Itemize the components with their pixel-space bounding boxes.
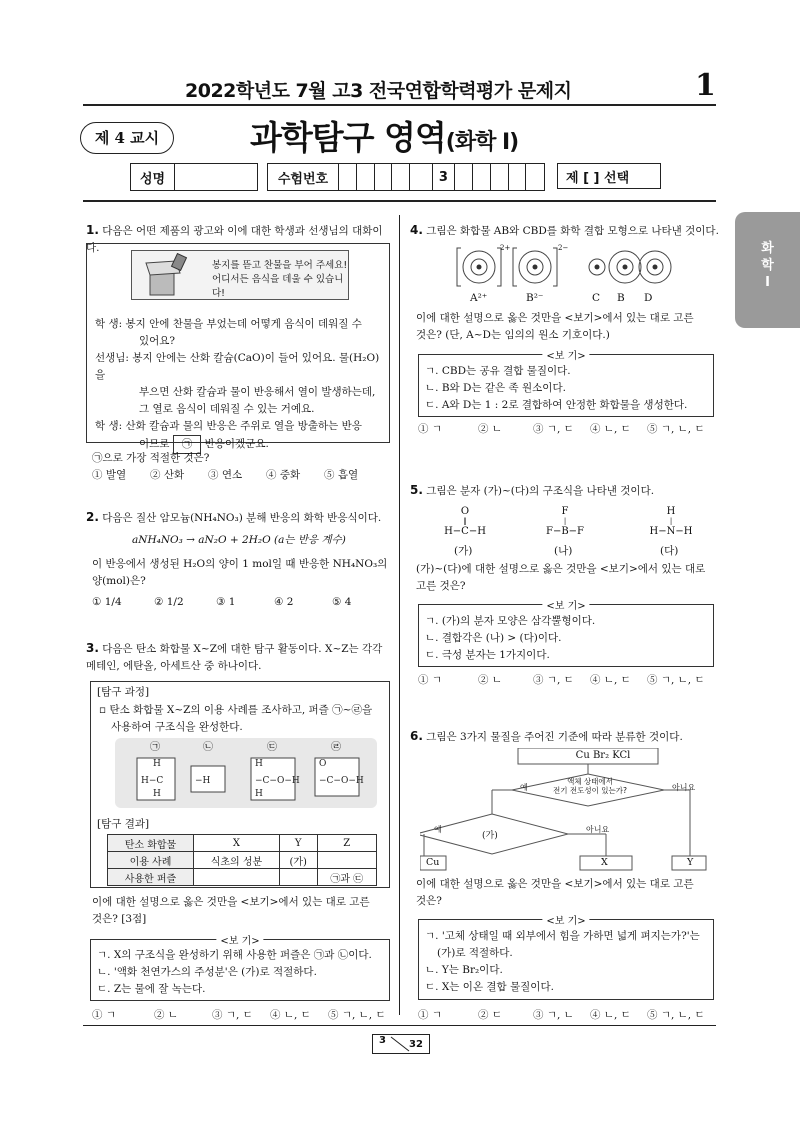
question-number: 6. <box>410 729 423 743</box>
choice[interactable]: ① ㄱ <box>92 1009 116 1021</box>
bogi-list <box>425 363 713 414</box>
yes-label: 예 <box>434 825 442 834</box>
q6-bogi-box <box>418 916 714 1000</box>
exam-digit-cell[interactable] <box>357 164 375 190</box>
select-box[interactable]: 제 [ ] 선택 <box>557 163 661 189</box>
bogi-item: ㄴ. Y는 Br₂이다. <box>425 964 503 976</box>
table-row <box>108 835 377 852</box>
table-cell: (가) <box>279 852 317 869</box>
table-cell <box>279 869 317 886</box>
process-title: [탐구 과정] <box>97 686 150 698</box>
page-number: 1 <box>695 68 716 103</box>
header-bottom-rule <box>83 200 716 202</box>
bogi-item: ㄱ. CBD는 공유 결합 물질이다. <box>425 365 571 377</box>
choice[interactable]: ① 1/4 <box>92 596 122 608</box>
bogi-item: ㄷ. Z는 물에 잘 녹는다. <box>97 983 206 995</box>
q2-question <box>92 556 392 590</box>
question-line: 고른 것은? <box>416 580 466 592</box>
column-divider <box>399 215 400 1015</box>
dialog-line: 산화 칼슘과 물의 반응은 주위로 열을 방출하는 반응 <box>125 420 362 432</box>
bogi-list <box>425 928 713 996</box>
question-line: 것은? <box>416 895 442 907</box>
bogi-item: (가)로 적절하다. <box>437 947 513 959</box>
q1-question: ㉠으로 가장 적절한 것은? <box>92 452 210 464</box>
table-header: 탄소 화합물 <box>108 835 194 852</box>
ad-text <box>212 259 348 301</box>
choice[interactable]: ③ ㄱ, ㄷ <box>212 1009 253 1021</box>
substances-box: Cu Br₂ KCl <box>575 750 631 761</box>
name-label: 성명 <box>131 164 175 190</box>
output-y: Y <box>687 857 694 868</box>
svg-text:H−C: H−C <box>141 776 164 786</box>
choice[interactable]: ⑤ ㄱ, ㄴ, ㄷ <box>328 1009 386 1021</box>
question-number: 3. <box>86 641 99 655</box>
yes-label: 예 <box>520 783 528 792</box>
question-stem: 메테인, 에탄올, 아세트산 중 하나이다. <box>86 660 262 672</box>
model-label: B²⁻ <box>526 292 544 304</box>
question-number: 5. <box>410 483 423 497</box>
question-line: 이에 대한 설명으로 옳은 것만을 <보기>에서 있는 대로 고른 <box>416 878 694 890</box>
svg-text:−H: −H <box>195 776 211 786</box>
current-page: 3 <box>379 1035 386 1046</box>
criterion-1 <box>540 777 640 795</box>
exam-digit-cell[interactable] <box>526 164 544 190</box>
puzzle-label: ㉠ <box>150 742 160 753</box>
choice[interactable]: ③ 1 <box>216 596 236 608</box>
bag-illustration <box>136 253 190 297</box>
choice[interactable]: ③ 연소 <box>208 469 243 481</box>
dialog-line: 봉지 안에 찬물을 부었는데 어떻게 음식이 데워질 수 <box>125 318 362 330</box>
question-4 <box>410 222 720 240</box>
model-label: A²⁺ <box>470 292 488 304</box>
session-badge: 제 4 교시 <box>80 122 174 154</box>
atom: O <box>460 506 470 517</box>
choice[interactable]: ④ ㄴ, ㄷ <box>590 1009 631 1021</box>
model-label: D <box>644 292 653 304</box>
puzzle-label: ㉡ <box>203 742 213 753</box>
choice[interactable]: ① ㄱ <box>418 423 442 435</box>
choice[interactable]: ⑤ 흡열 <box>324 469 359 481</box>
exam-digit-cell[interactable] <box>491 164 509 190</box>
ad-banner <box>131 250 349 300</box>
choice[interactable]: ② ㄴ <box>478 674 502 686</box>
question-stem: 다음은 어떤 제품의 광고와 이에 대한 학생과 선생님의 대화이다. <box>86 225 383 254</box>
question-number: 2. <box>86 510 99 524</box>
q1-choices <box>92 467 392 482</box>
charge-label: 2− <box>558 244 569 252</box>
blank-box: ㉠ <box>173 435 202 454</box>
page-counter <box>372 1034 430 1054</box>
question-line: 이에 대한 설명으로 옳은 것만을 <보기>에서 있는 대로 고른 <box>92 896 370 908</box>
exam-digit-cell[interactable] <box>375 164 393 190</box>
exam-digit-cell[interactable] <box>473 164 491 190</box>
choice[interactable]: ⑤ ㄱ, ㄴ, ㄷ <box>647 423 705 435</box>
bogi-item: ㄱ. X의 구조식을 완성하기 위해 사용한 퍼즐은 ㉠과 ㉡이다. <box>97 949 372 961</box>
table-cell: 이용 사례 <box>108 852 194 869</box>
choice[interactable]: ④ ㄴ, ㄷ <box>590 423 631 435</box>
svg-text:H: H <box>255 789 263 799</box>
table-row <box>108 852 377 869</box>
choice[interactable]: ② ㄴ <box>478 423 502 435</box>
table-cell: 식초의 성분 <box>193 852 279 869</box>
criterion-line: 액체 상태에서 <box>567 777 613 786</box>
atom: F <box>561 506 569 517</box>
choice[interactable]: ③ ㄱ, ㄷ <box>533 674 574 686</box>
exam-digit-cell[interactable] <box>455 164 473 190</box>
table-header: Z <box>317 835 376 852</box>
table-cell: 사용한 퍼즐 <box>108 869 194 886</box>
choice[interactable]: ③ ㄱ, ㄴ <box>533 1009 574 1021</box>
dialog-line: 이므로 <box>139 438 170 450</box>
process-line: ▫ 탄소 화합물 X~Z의 이용 사례를 조사하고, 퍼즐 ㉠~㉣을 <box>99 704 373 716</box>
bogi-title: <보 기> <box>216 932 263 947</box>
choice[interactable]: ① ㄱ <box>418 1009 442 1021</box>
choice[interactable]: ⑤ ㄱ, ㄴ, ㄷ <box>647 1009 705 1021</box>
choice[interactable]: ② ㄴ <box>154 1009 178 1021</box>
question-number: 1. <box>86 223 99 237</box>
question-stem: 그림은 분자 (가)~(다)의 구조식을 나타낸 것이다. <box>426 485 655 497</box>
question-line: 것은? (단, A~D는 임의의 원소 기호이다.) <box>416 329 610 341</box>
process-text <box>99 702 389 736</box>
classification-flowchart <box>420 748 710 872</box>
bogi-item: ㄴ. '액화 천연가스의 주성분'은 (가)로 적절하다. <box>97 966 317 978</box>
choice[interactable]: ② 1/2 <box>154 596 184 608</box>
choice[interactable]: ④ ㄴ, ㄷ <box>270 1009 311 1021</box>
table-cell <box>317 852 376 869</box>
speaker: 선생님: <box>95 352 129 364</box>
choice[interactable]: ② ㄷ <box>478 1009 502 1021</box>
ad-line: 어디서든 음식을 데울 수 있습니다! <box>212 274 344 299</box>
structure-c: H | H−N−H <box>646 505 696 538</box>
footer-rule <box>83 1025 716 1026</box>
result-title: [탐구 결과] <box>97 818 150 830</box>
atom: H <box>666 506 676 517</box>
question-stem: 그림은 화합물 AB와 CBD를 화학 결합 모형으로 나타낸 것이다. <box>426 225 719 237</box>
dialog-line: 그 열로 음식이 데워질 수 있는 거예요. <box>139 403 315 415</box>
svg-text:O: O <box>319 759 327 769</box>
puzzle-label: ㉣ <box>331 742 341 753</box>
puzzle-label: ㉢ <box>267 742 277 753</box>
question-6 <box>410 728 720 746</box>
q6-choices <box>418 1007 718 1022</box>
svg-text:H: H <box>255 759 263 769</box>
choice[interactable]: ② 산화 <box>150 469 185 481</box>
bogi-title: <보 기> <box>542 597 589 612</box>
bonds: H−N−H <box>649 526 693 537</box>
bogi-list <box>97 947 387 998</box>
question-stem: 다음은 탄소 화합물 X~Z에 대한 탐구 활동이다. X~Z는 각각 <box>102 643 383 655</box>
choice[interactable]: ④ 중화 <box>266 469 301 481</box>
name-field[interactable] <box>175 164 257 190</box>
bogi-list <box>425 613 713 664</box>
q2-equation: aNH₄NO₃ → aN₂O + 2H₂O (a는 반응 계수) <box>132 534 346 546</box>
puzzle-area <box>115 738 377 808</box>
question-3 <box>86 640 392 675</box>
dialog-line: 반응이겠군요. <box>204 438 269 450</box>
side-tab-char: Ⅰ <box>765 275 770 290</box>
question-5 <box>410 482 720 500</box>
bonds: H−C−H <box>444 526 486 537</box>
q2-choices <box>92 596 392 608</box>
q4-choices <box>418 421 718 436</box>
process-line: 사용하여 구조식을 완성한다. <box>111 721 243 733</box>
exam-title: 2022학년도 7월 고3 전국연합학력평가 문제지 <box>185 80 572 102</box>
dialog-line: 있어요? <box>139 335 176 347</box>
speaker: 학 생: <box>95 420 123 432</box>
question-line: (가)~(다)에 대한 설명으로 옳은 것만을 <보기>에서 있는 대로 <box>416 563 706 575</box>
dialog-line: 부으면 산화 칼슘과 물이 반응해서 열이 발생하는데, <box>139 386 376 398</box>
structure-label: (다) <box>660 545 679 557</box>
q3-inquiry-box <box>90 681 390 888</box>
table-header: Y <box>279 835 317 852</box>
choice[interactable]: ④ 2 <box>274 596 294 608</box>
choice[interactable]: ⑤ ㄱ, ㄴ, ㄷ <box>647 674 705 686</box>
svg-text:−C−O−H: −C−O−H <box>319 776 364 786</box>
exam-digit-cell[interactable] <box>410 164 432 190</box>
exam-number-box <box>267 163 545 191</box>
question-stem: 다음은 질산 암모늄(NH₄NO₃) 분해 반응의 화학 반응식이다. <box>102 512 382 524</box>
side-tab-char: 학 <box>761 258 774 273</box>
q5-choices <box>418 672 718 687</box>
choice[interactable]: ④ ㄴ, ㄷ <box>590 674 631 686</box>
bogi-item: ㄷ. X는 이온 결합 물질이다. <box>425 981 554 993</box>
question-number: 4. <box>410 223 423 237</box>
bogi-item: ㄷ. A와 D는 1 : 2로 결합하여 안정한 화합물을 생성한다. <box>425 399 688 411</box>
q3-question <box>92 894 392 928</box>
bogi-item: ㄷ. 극성 분자는 1가지이다. <box>425 649 550 661</box>
structure-label: (나) <box>554 545 573 557</box>
side-tab-char: 화 <box>761 241 774 256</box>
q4-bogi-box <box>418 351 714 417</box>
q5-bogi-box <box>418 601 714 667</box>
bogi-item: ㄱ. (가)의 분자 모양은 삼각뿔형이다. <box>425 615 596 627</box>
table-row <box>108 869 377 886</box>
structure-b: F | F−B−F <box>540 505 590 538</box>
bond-models <box>455 244 685 290</box>
choice[interactable]: ③ ㄱ, ㄷ <box>533 423 574 435</box>
question-line: 양(mol)은? <box>92 575 146 587</box>
table-header: X <box>193 835 279 852</box>
no-label: 아니요 <box>672 783 696 792</box>
bogi-item: ㄴ. B와 D는 같은 족 원소이다. <box>425 382 566 394</box>
model-label: C <box>592 292 601 304</box>
charge-label: 2+ <box>500 244 511 252</box>
question-line: 이 반응에서 생성된 H₂O의 양이 1 mol일 때 반응한 NH₄NO₃의 <box>92 558 388 570</box>
choice[interactable]: ① ㄱ <box>418 674 442 686</box>
q6-question <box>416 876 720 910</box>
criterion-2: (가) <box>482 831 498 841</box>
subject-side-tab <box>735 212 800 328</box>
choice[interactable]: ① 발열 <box>92 469 127 481</box>
svg-text:H: H <box>153 789 161 799</box>
exam-number-label: 수험번호 <box>268 164 339 190</box>
q3-bogi-box <box>90 936 390 1001</box>
bogi-item: ㄴ. 결합각은 (나) > (다)이다. <box>425 632 562 644</box>
dialog <box>95 316 385 454</box>
no-label: 아니요 <box>586 825 610 834</box>
table-cell <box>193 869 279 886</box>
model-label: B <box>617 292 625 304</box>
output-x: X <box>601 857 608 868</box>
exam-digit-cell[interactable] <box>392 164 410 190</box>
bogi-item: ㄱ. '고체 상태일 때 외부에서 힘을 가하면 넓게 펴지는가?'는 <box>425 930 700 942</box>
speaker: 학 생: <box>95 318 123 330</box>
svg-text:H: H <box>153 759 161 769</box>
table-cell: ㉠과 ㉢ <box>317 869 376 886</box>
output-cu: Cu <box>426 857 440 868</box>
bogi-title: <보 기> <box>542 912 589 927</box>
q1-dialog-box <box>86 243 390 450</box>
exam-digit-cell[interactable] <box>339 164 357 190</box>
exam-digit-cell[interactable] <box>509 164 527 190</box>
bonds: F−B−F <box>546 526 584 537</box>
subject-name: 과학탐구 영역 <box>250 118 446 157</box>
bogi-title: <보 기> <box>542 347 589 362</box>
dialog-line: 봉지 안에는 산화 칼슘(CaO)이 들어 있어요. 물(H₂O)을 <box>95 352 380 381</box>
choice[interactable]: ⑤ 4 <box>332 596 352 608</box>
question-line: 이에 대한 설명으로 옳은 것만을 <보기>에서 있는 대로 고른 <box>416 312 694 324</box>
q5-question <box>416 561 720 595</box>
question-2 <box>86 509 392 527</box>
total-pages: 32 <box>409 1039 423 1050</box>
q4-question <box>416 310 720 344</box>
exam-digit-fixed: 3 <box>433 164 455 190</box>
structure-label: (가) <box>454 545 473 557</box>
structure-a: O ‖ H−C−H <box>440 505 490 538</box>
q3-choices <box>92 1007 392 1022</box>
result-table <box>107 834 377 886</box>
question-line: 것은? [3점] <box>92 913 147 925</box>
criterion-line: 전기 전도성이 있는가? <box>553 786 627 795</box>
question-stem: 그림은 3가지 물질을 주어진 기준에 따라 분류한 것이다. <box>426 731 683 743</box>
subject-title <box>250 112 518 159</box>
svg-text:−C−O−H: −C−O−H <box>255 776 300 786</box>
subject-sub: (화학 Ⅰ) <box>445 130 519 155</box>
name-box <box>130 163 258 191</box>
header-rule <box>83 104 716 106</box>
ad-line: 봉지를 뜯고 찬물을 부어 주세요! <box>212 260 348 271</box>
